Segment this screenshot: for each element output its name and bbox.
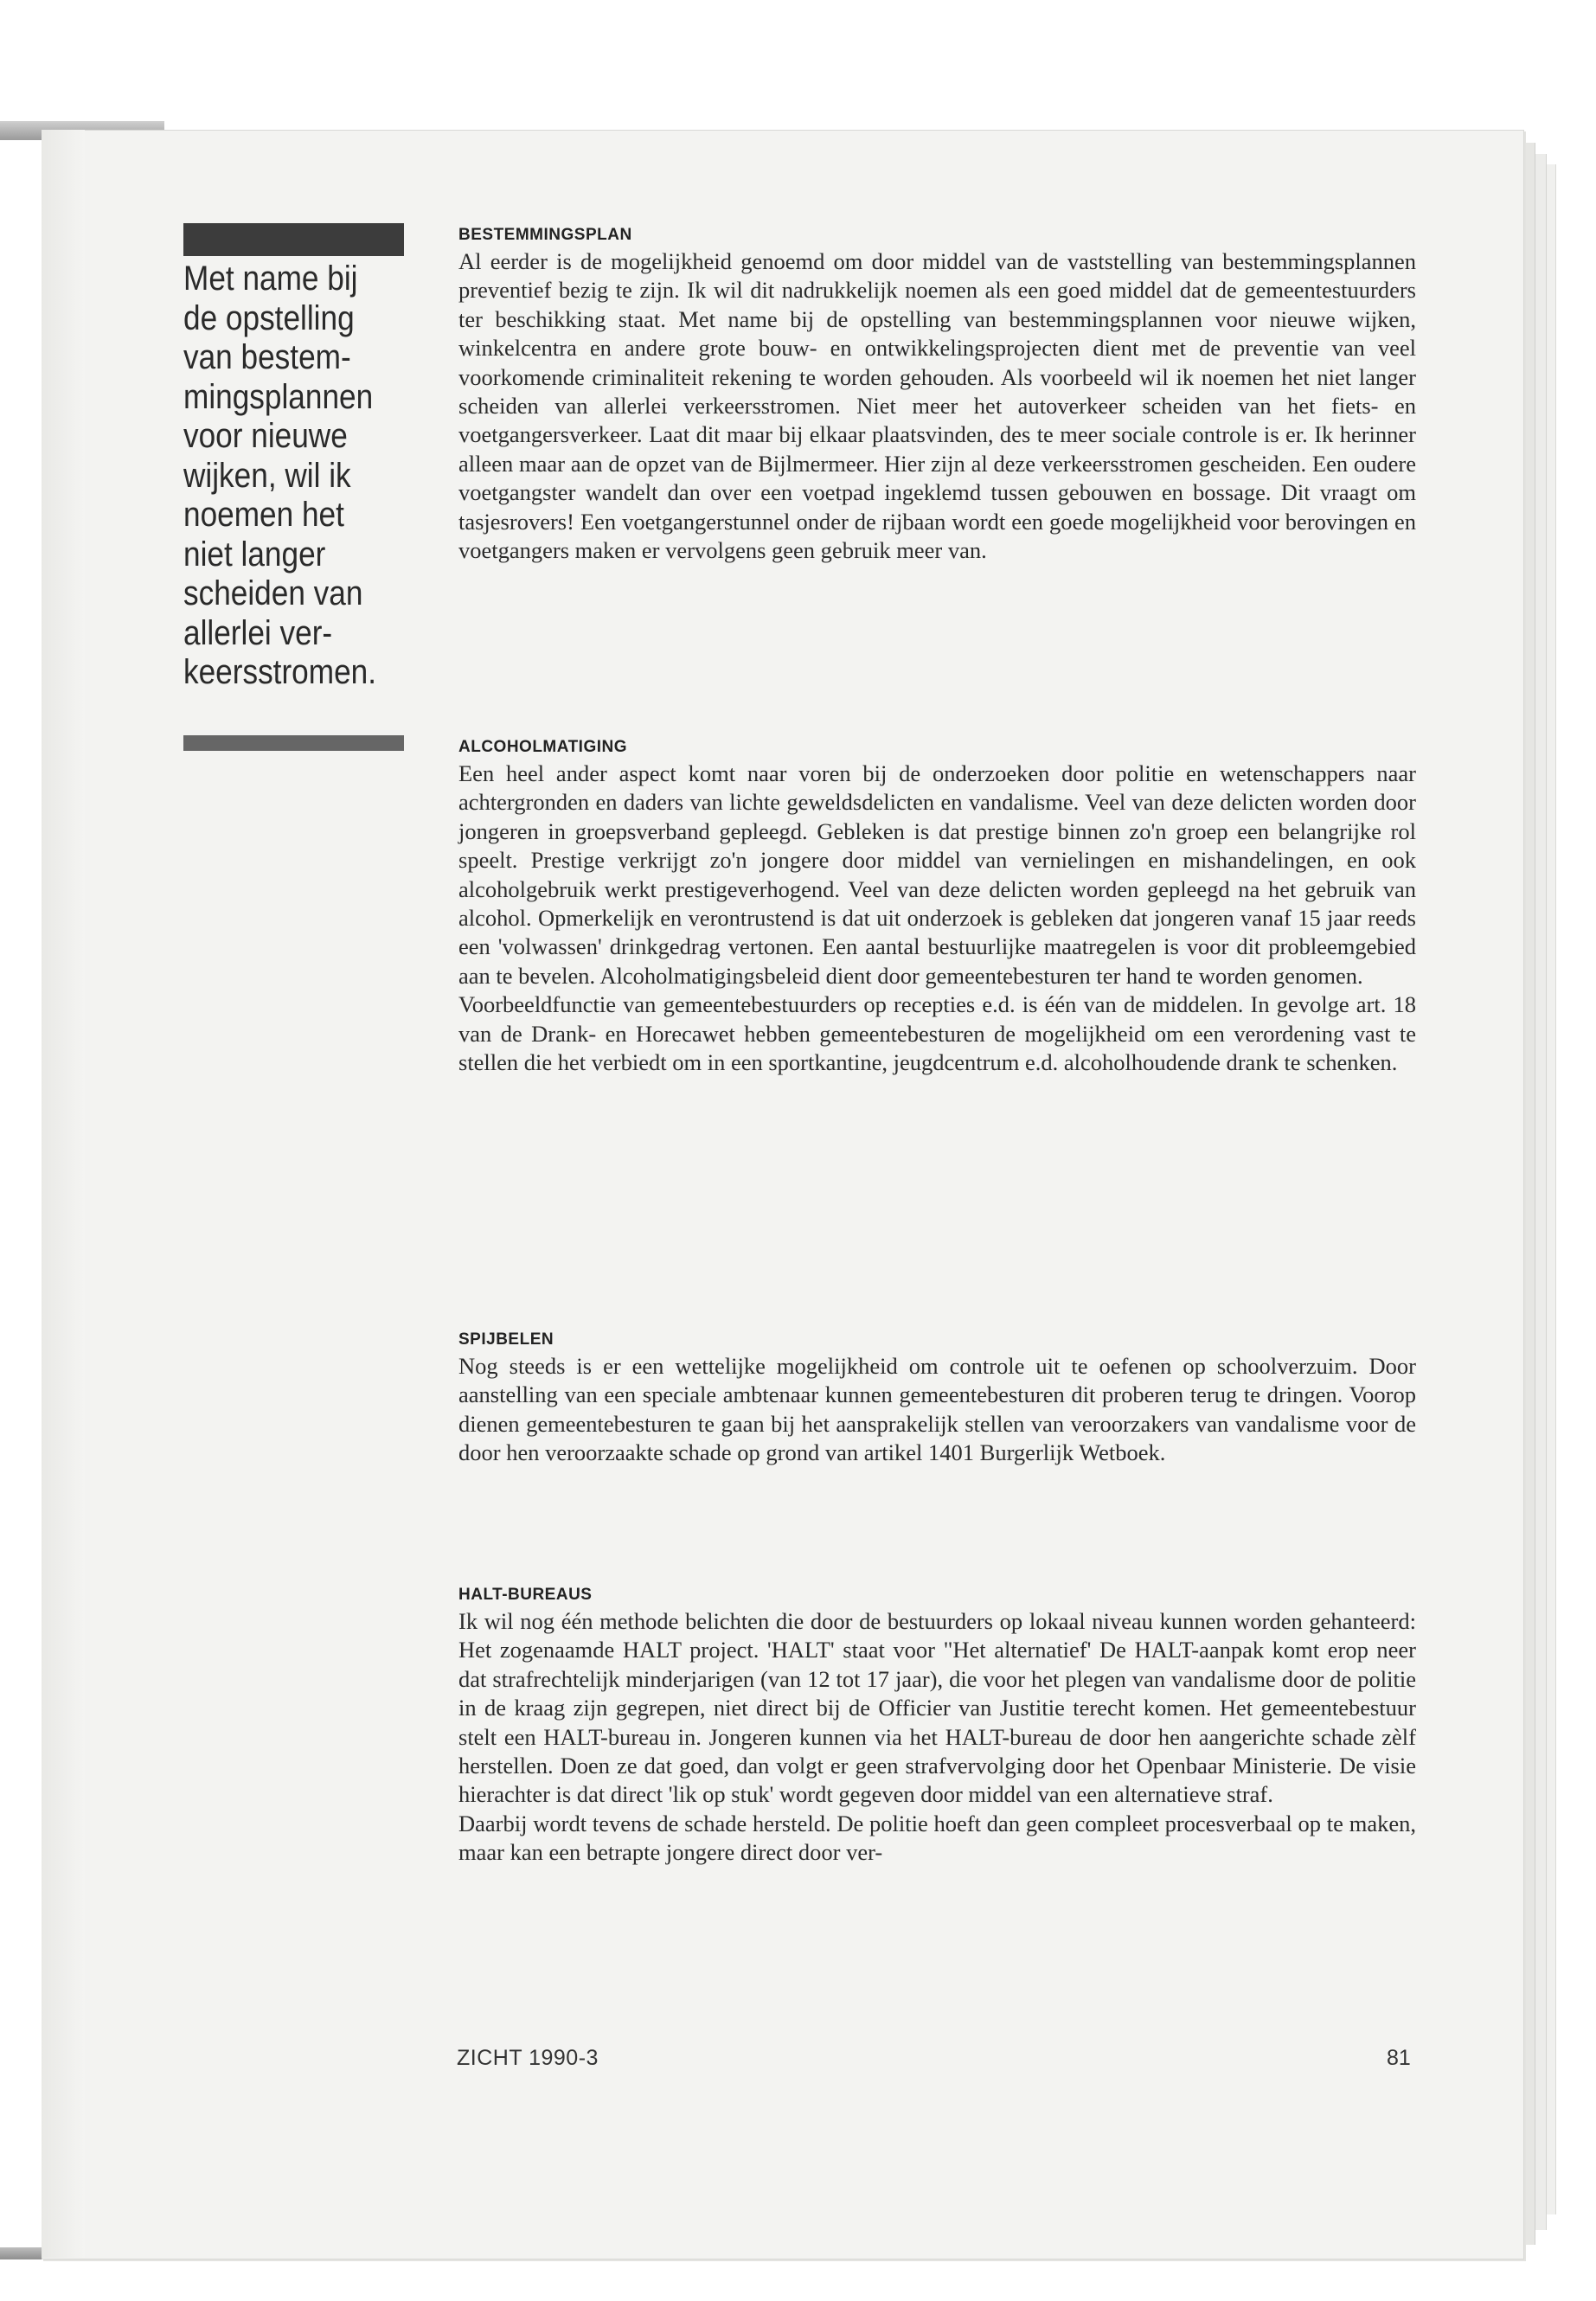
page-edge bbox=[1522, 143, 1535, 2245]
pull-quote-line: keersstromen. bbox=[183, 653, 377, 691]
pull-quote-line: scheiden van bbox=[183, 574, 363, 612]
paragraph: Ik wil nog één methode belichten die door de bestuurders op lokaal niveau kunnen worden gehanteerd: Het zogenaamde HALT project. 'HALT' staat voor "Het alternatief' De HALT-aanpak komt erop neer dat strafrechtelijk minderjarigen (van 12 tot 17 jaar), die voor het plegen van vandalisme door de politie in de kraag zijn gegrepen, niet direct bij de Officier van Justitie terecht komen. Het gemeentebestuur stelt een HALT-bureau in. Jongeren kunnen via het HALT-bureau de door hen aangerichte schade zèlf herstellen. Doen ze dat goed, dan volgt er geen strafvervolging door het Openbaar Ministerie. De visie hierachter is dat direct 'lik op stuk' wordt gegeven door middel van een alternatieve straf. bbox=[458, 1608, 1416, 1808]
section-alcoholmatiging bbox=[458, 735, 1416, 1077]
pull-quote-line: de opstelling bbox=[183, 298, 355, 337]
pull-quote-line: Met name bij bbox=[183, 260, 358, 298]
page-edge bbox=[1547, 164, 1556, 2214]
pull-quote-line: mingsplannen bbox=[183, 377, 374, 416]
pull-quote-top-bar bbox=[183, 223, 404, 256]
pull-quote-bottom-bar bbox=[183, 735, 404, 751]
footer-publication: ZICHT 1990-3 bbox=[457, 2046, 599, 2070]
pull-quote-line: wijken, wil ik bbox=[183, 456, 351, 495]
paragraph: Voorbeeldfunctie van gemeentebestuurders op recepties e.d. is één van de middelen. In gevolge art. 18 van de Drank- en Horecawet hebben gemeentebesturen de mogelijkheid om een verordening vast te stellen die het verbiedt om in een sportkantine, jeugdcentrum e.d. alcoholhoudende drank te schenken. bbox=[458, 991, 1416, 1076]
section-bestemmingsplan bbox=[458, 223, 1416, 565]
paragraph: Daarbij wordt tevens de schade hersteld. De politie hoeft dan geen compleet procesverbaal op te maken, maar kan een betrapte jongere direct door ver- bbox=[458, 1810, 1416, 1866]
gutter-shadow bbox=[42, 130, 85, 2258]
section-spijbelen bbox=[458, 1328, 1416, 1468]
page-number: 81 bbox=[1387, 2046, 1411, 2070]
section-heading: BESTEMMINGSPLAN bbox=[458, 226, 632, 244]
pull-quote-line: noemen het bbox=[183, 496, 344, 534]
section-halt-bureaus bbox=[458, 1583, 1416, 1868]
paragraph: Een heel ander aspect komt naar voren bij de onderzoeken door politie en wetenschappers naar achtergronden en daders van lichte geweldsdelicten en vandalisme. Veel van deze delicten worden door jongeren in groepsverband gepleegd. Gebleken is dat prestige binnen zo'n groep een belangrijke rol speelt. Prestige verkrijgt zo'n jongere door middel van vernielingen en mishandelingen, en ook alcoholgebruik werkt prestigeverhogend. Veel van deze delicten worden gepleegd na het gebruik van alcohol. Opmerkelijk en verontrustend is dat uit onderzoek is gebleken dat jongeren vanaf 15 jaar reeds een 'volwassen' drinkgedrag vertonen. Een aantal bestuurlijke maatregelen is voor dit probleemgebied aan te bevelen. Alcoholmatigingsbeleid dient door gemeentebesturen ter hand te worden genomen. bbox=[458, 760, 1416, 989]
pull-quote-line: van bestem- bbox=[183, 338, 351, 376]
section-heading: SPIJBELEN bbox=[458, 1330, 554, 1349]
pull-quote-line: voor nieuwe bbox=[183, 417, 348, 455]
pull-quote-line: allerlei ver- bbox=[183, 613, 333, 652]
section-heading: ALCOHOLMATIGING bbox=[458, 738, 628, 756]
pull-quote-line: niet langer bbox=[183, 535, 326, 574]
paragraph: Al eerder is de mogelijkheid genoemd om door middel van de vaststelling van bestemmingsplannen preventief bezig te zijn. Ik wil dit nadrukkelijk noemen als een goed middel dat de gemeentestuurders ter beschikking staat. Met name bij de opstelling van bestemmingsplannen voor nieuwe wijken, winkelcentra en andere grote bouw- en ontwikkelingsprojecten dient met de preventie van veel voorkomende criminaliteit rekening te worden gehouden. Als voorbeeld wil ik noemen het niet langer scheiden van allerlei verkeersstromen. Niet meer het autoverkeer scheiden van het fiets- en voetgangersverkeer. Laat dit maar bij elkaar plaatsvinden, des te meer sociale controle is er. Ik herinner alleen maar aan de opzet van de Bijlmermeer. Hier zijn al deze verkeersstromen gescheiden. Een oudere voetgangster wandelt dan over een voetpad ingeklemd tussen gebouwen en bossage. Dit vraagt om tasjesrovers! Een voetgangerstunnel onder de rijbaan wordt een goede mogelijkheid voor berovingen en voetgangers maken er vervolgens geen gebruik meer van. bbox=[458, 248, 1416, 564]
paragraph: Nog steeds is er een wettelijke mogelijkheid om controle uit te oefenen op schoolverzuim. Door aanstelling van een speciale ambtenaar kunnen gemeentebesturen dit proberen terug te dringen. Voorop dienen gemeentebesturen te gaan bij het aansprakelijk stellen van veroorzakers van vandalisme voor de door hen veroorzaakte schade op grond van artikel 1401 Burgerlijk Wetboek. bbox=[458, 1353, 1416, 1466]
section-heading: HALT-BUREAUS bbox=[458, 1586, 593, 1604]
page-edge bbox=[1535, 154, 1547, 2230]
pull-quote bbox=[183, 260, 383, 693]
